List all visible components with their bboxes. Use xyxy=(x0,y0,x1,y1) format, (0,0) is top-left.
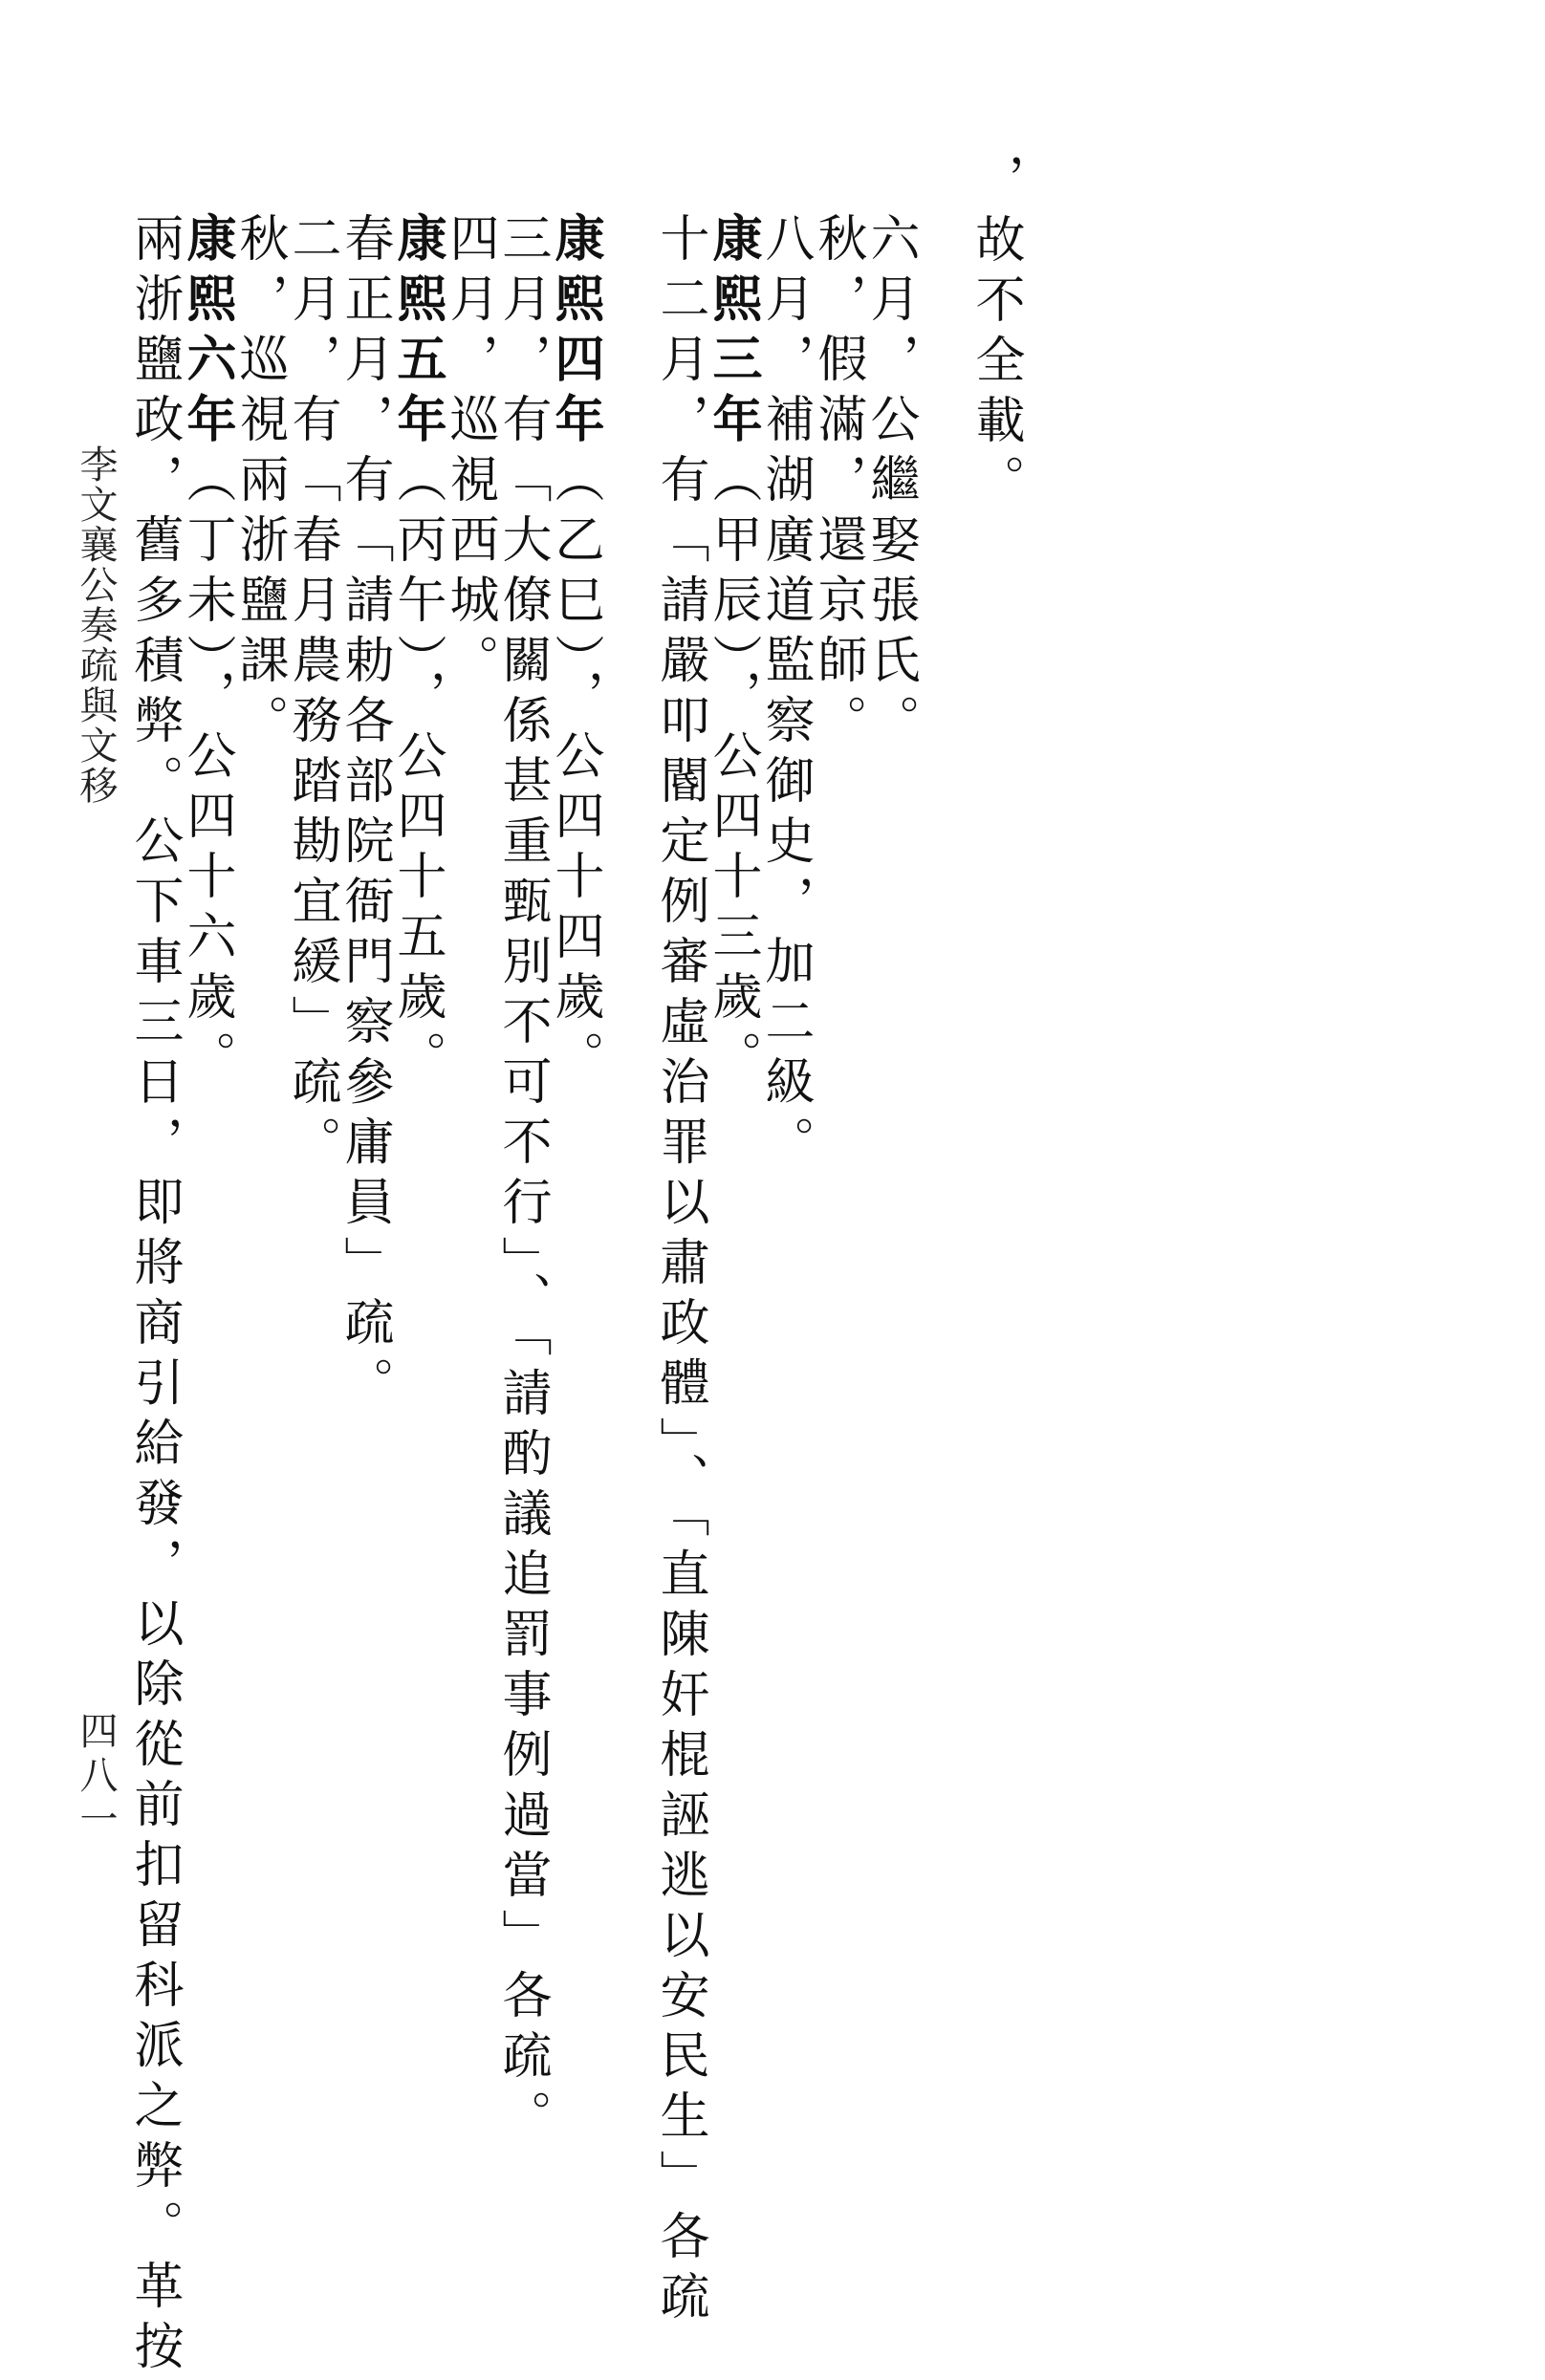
text-line: 康熙四年（乙巳），公四十四歲。 xyxy=(546,212,603,1091)
page-number: 四八一 xyxy=(74,1711,118,1843)
text-line: 康熙六年（丁未），公四十六歲。 xyxy=(178,212,235,1091)
running-title: 李文襄公奏疏與文移 xyxy=(74,444,118,806)
text-line: 八月，補湖廣道監察御史，加二級。 xyxy=(756,212,814,1176)
text-line: 六月，公繼娶張氏。 xyxy=(861,212,919,754)
text-line: 十二月，有「請嚴叩閽定例審虛治罪以肅政體」、「直陳奸棍誣逃以安民生」各疏 xyxy=(651,212,708,2330)
text-line: 秋，巡視兩浙鹽課。 xyxy=(230,212,288,754)
text-line: 秋，假滿，還京師。 xyxy=(809,212,866,754)
text-line: 康熙五年（丙午），公四十五歲。 xyxy=(388,212,446,1091)
text-line: 康熙三年（甲辰），公四十三歲。 xyxy=(704,212,761,1091)
text-line: 三月，有「大僚關係甚重甄別不可不行」、「請酌議追罰事例過當」各疏。 xyxy=(493,212,551,2150)
text-line: ，故不全載。 xyxy=(967,153,1024,514)
text-line: 二月，有「春月農務踏勘宜緩」疏。 xyxy=(283,212,340,1176)
text-line: 四月，巡視西城。 xyxy=(441,212,498,694)
text-line: 春正月，有「請勅各部院衙門察參庸員」疏。 xyxy=(336,212,393,1417)
text-line: 兩浙鹽政，舊多積弊。公下車三日，即將商引給發，以除從前扣留科派之弊。革按 xyxy=(125,212,183,2380)
